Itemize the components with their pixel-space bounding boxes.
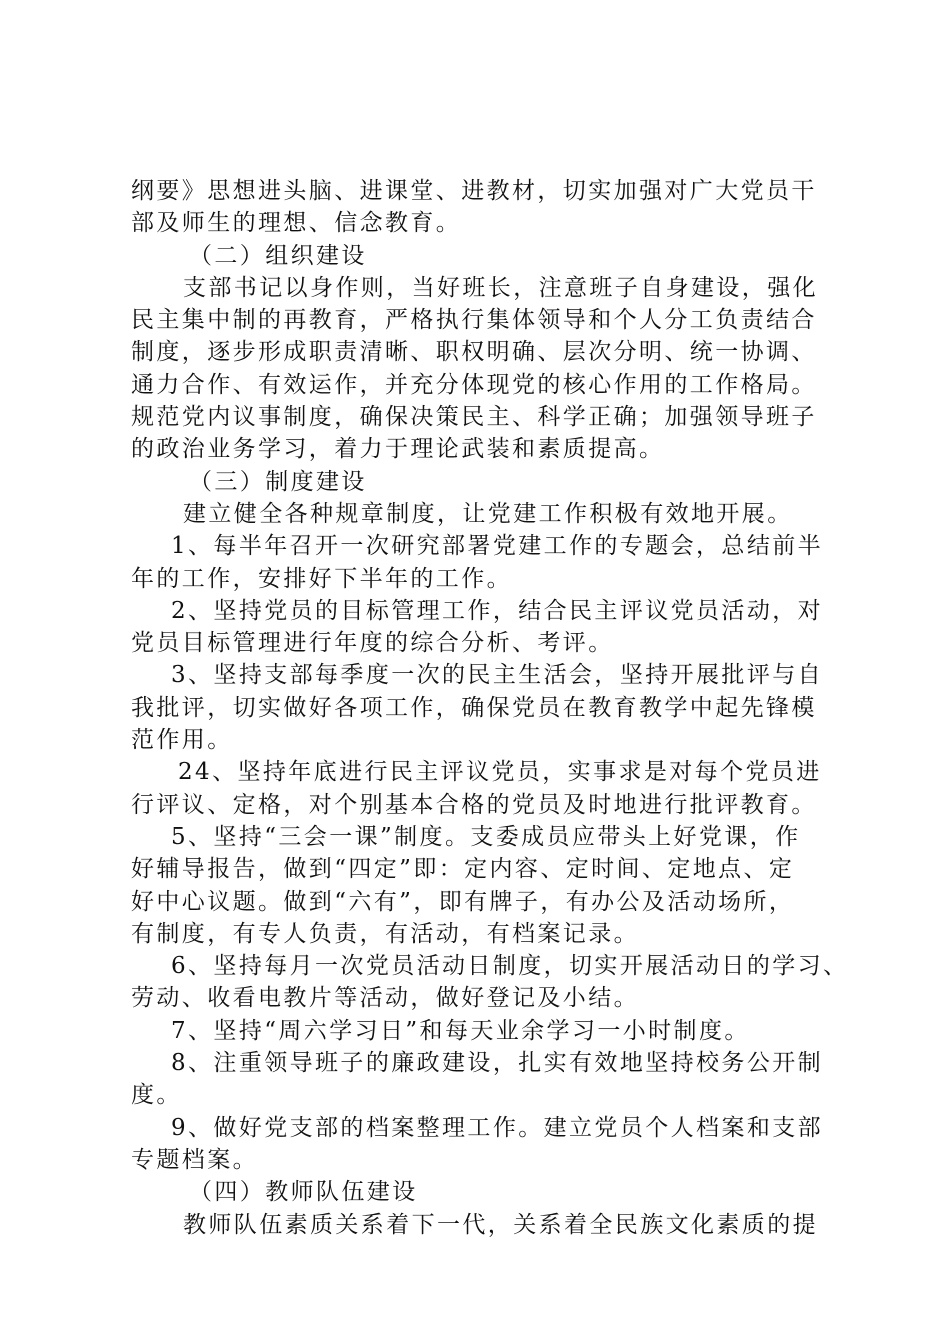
section-heading: （二）组织建设 <box>189 242 367 269</box>
text-line: 好辅导报告，做到“四定”即：定内容、定时间、定地点、定 <box>131 856 795 883</box>
text-line: 通力合作、有效运作，并充分体现党的核心作用的工作格局。 <box>131 371 817 398</box>
list-item: 2、坚持党员的目标管理工作，结合民主评议党员活动，对 <box>171 597 824 624</box>
list-item: 1、每半年召开一次研究部署党建工作的专题会，总结前半 <box>171 533 824 560</box>
list-item: 8、注重领导班子的廉政建设，扎实有效地坚持校务公开制 <box>171 1050 824 1077</box>
list-item: 7、坚持“周六学习日”和每天业余学习一小时制度。 <box>171 1017 750 1044</box>
text-line: 民主集中制的再教育，严格执行集体领导和个人分工负责结合 <box>131 307 817 334</box>
text-line: 制度，逐步形成职责清晰、职权明确、层次分明、统一协调、 <box>131 339 817 366</box>
text-line: 党员目标管理进行年度的综合分析、考评。 <box>131 630 614 657</box>
section-heading: （三）制度建设 <box>189 468 367 495</box>
text-line: 行评议、定格，对个别基本合格的党员及时地进行批评教育。 <box>131 791 817 818</box>
text-line: 纲要》思想进头脑、进课堂、进教材，切实加强对广大党员干 <box>131 178 817 204</box>
section-heading: （四）教师队伍建设 <box>189 1179 418 1206</box>
text-line: 规范党内议事制度，确保决策民主、科学正确；加强领导班子 <box>131 404 817 431</box>
list-item: 3、坚持支部每季度一次的民主生活会，坚持开展批评与自 <box>171 662 824 689</box>
text-line: 教师队伍素质关系着下一代，关系着全民族文化素质的提 <box>183 1211 818 1238</box>
list-item: 5、坚持“三会一课”制度。支委成员应带头上好党课，作 <box>171 823 801 850</box>
text-line: 我批评，切实做好各项工作，确保党员在教育教学中起先锋模 <box>131 694 817 721</box>
text-line: 年的工作，安排好下半年的工作。 <box>131 565 512 592</box>
body-text <box>131 175 849 1241</box>
text-line: 度。 <box>131 1082 182 1109</box>
text-line: 有制度，有专人负责，有活动，有档案记录。 <box>131 920 639 947</box>
text-line: 的政治业务学习，着力于理论武装和素质提高。 <box>131 436 665 463</box>
list-item: 6、坚持每月一次党员活动日制度，切实开展活动日的学习、 <box>171 953 849 980</box>
text-line: 范作用。 <box>131 727 233 754</box>
list-item: 9、做好党支部的档案整理工作。建立党员个人档案和支部 <box>171 1114 824 1141</box>
text-line: 好中心议题。做到“六有”，即有牌子，有办公及活动场所， <box>131 888 795 915</box>
text-line: 支部书记以身作则，当好班长，注意班子自身建设，强化 <box>183 274 818 301</box>
text-line: 劳动、收看电教片等活动，做好登记及小结。 <box>131 985 639 1012</box>
text-line: 专题档案。 <box>131 1146 258 1173</box>
text-line: 部及师生的理想、信念教育。 <box>131 210 462 237</box>
text-line: 建立健全各种规章制度，让党建工作积极有效地开展。 <box>183 500 793 527</box>
list-item: 24、坚持年底进行民主评议党员，实事求是对每个党员进 <box>178 759 822 786</box>
